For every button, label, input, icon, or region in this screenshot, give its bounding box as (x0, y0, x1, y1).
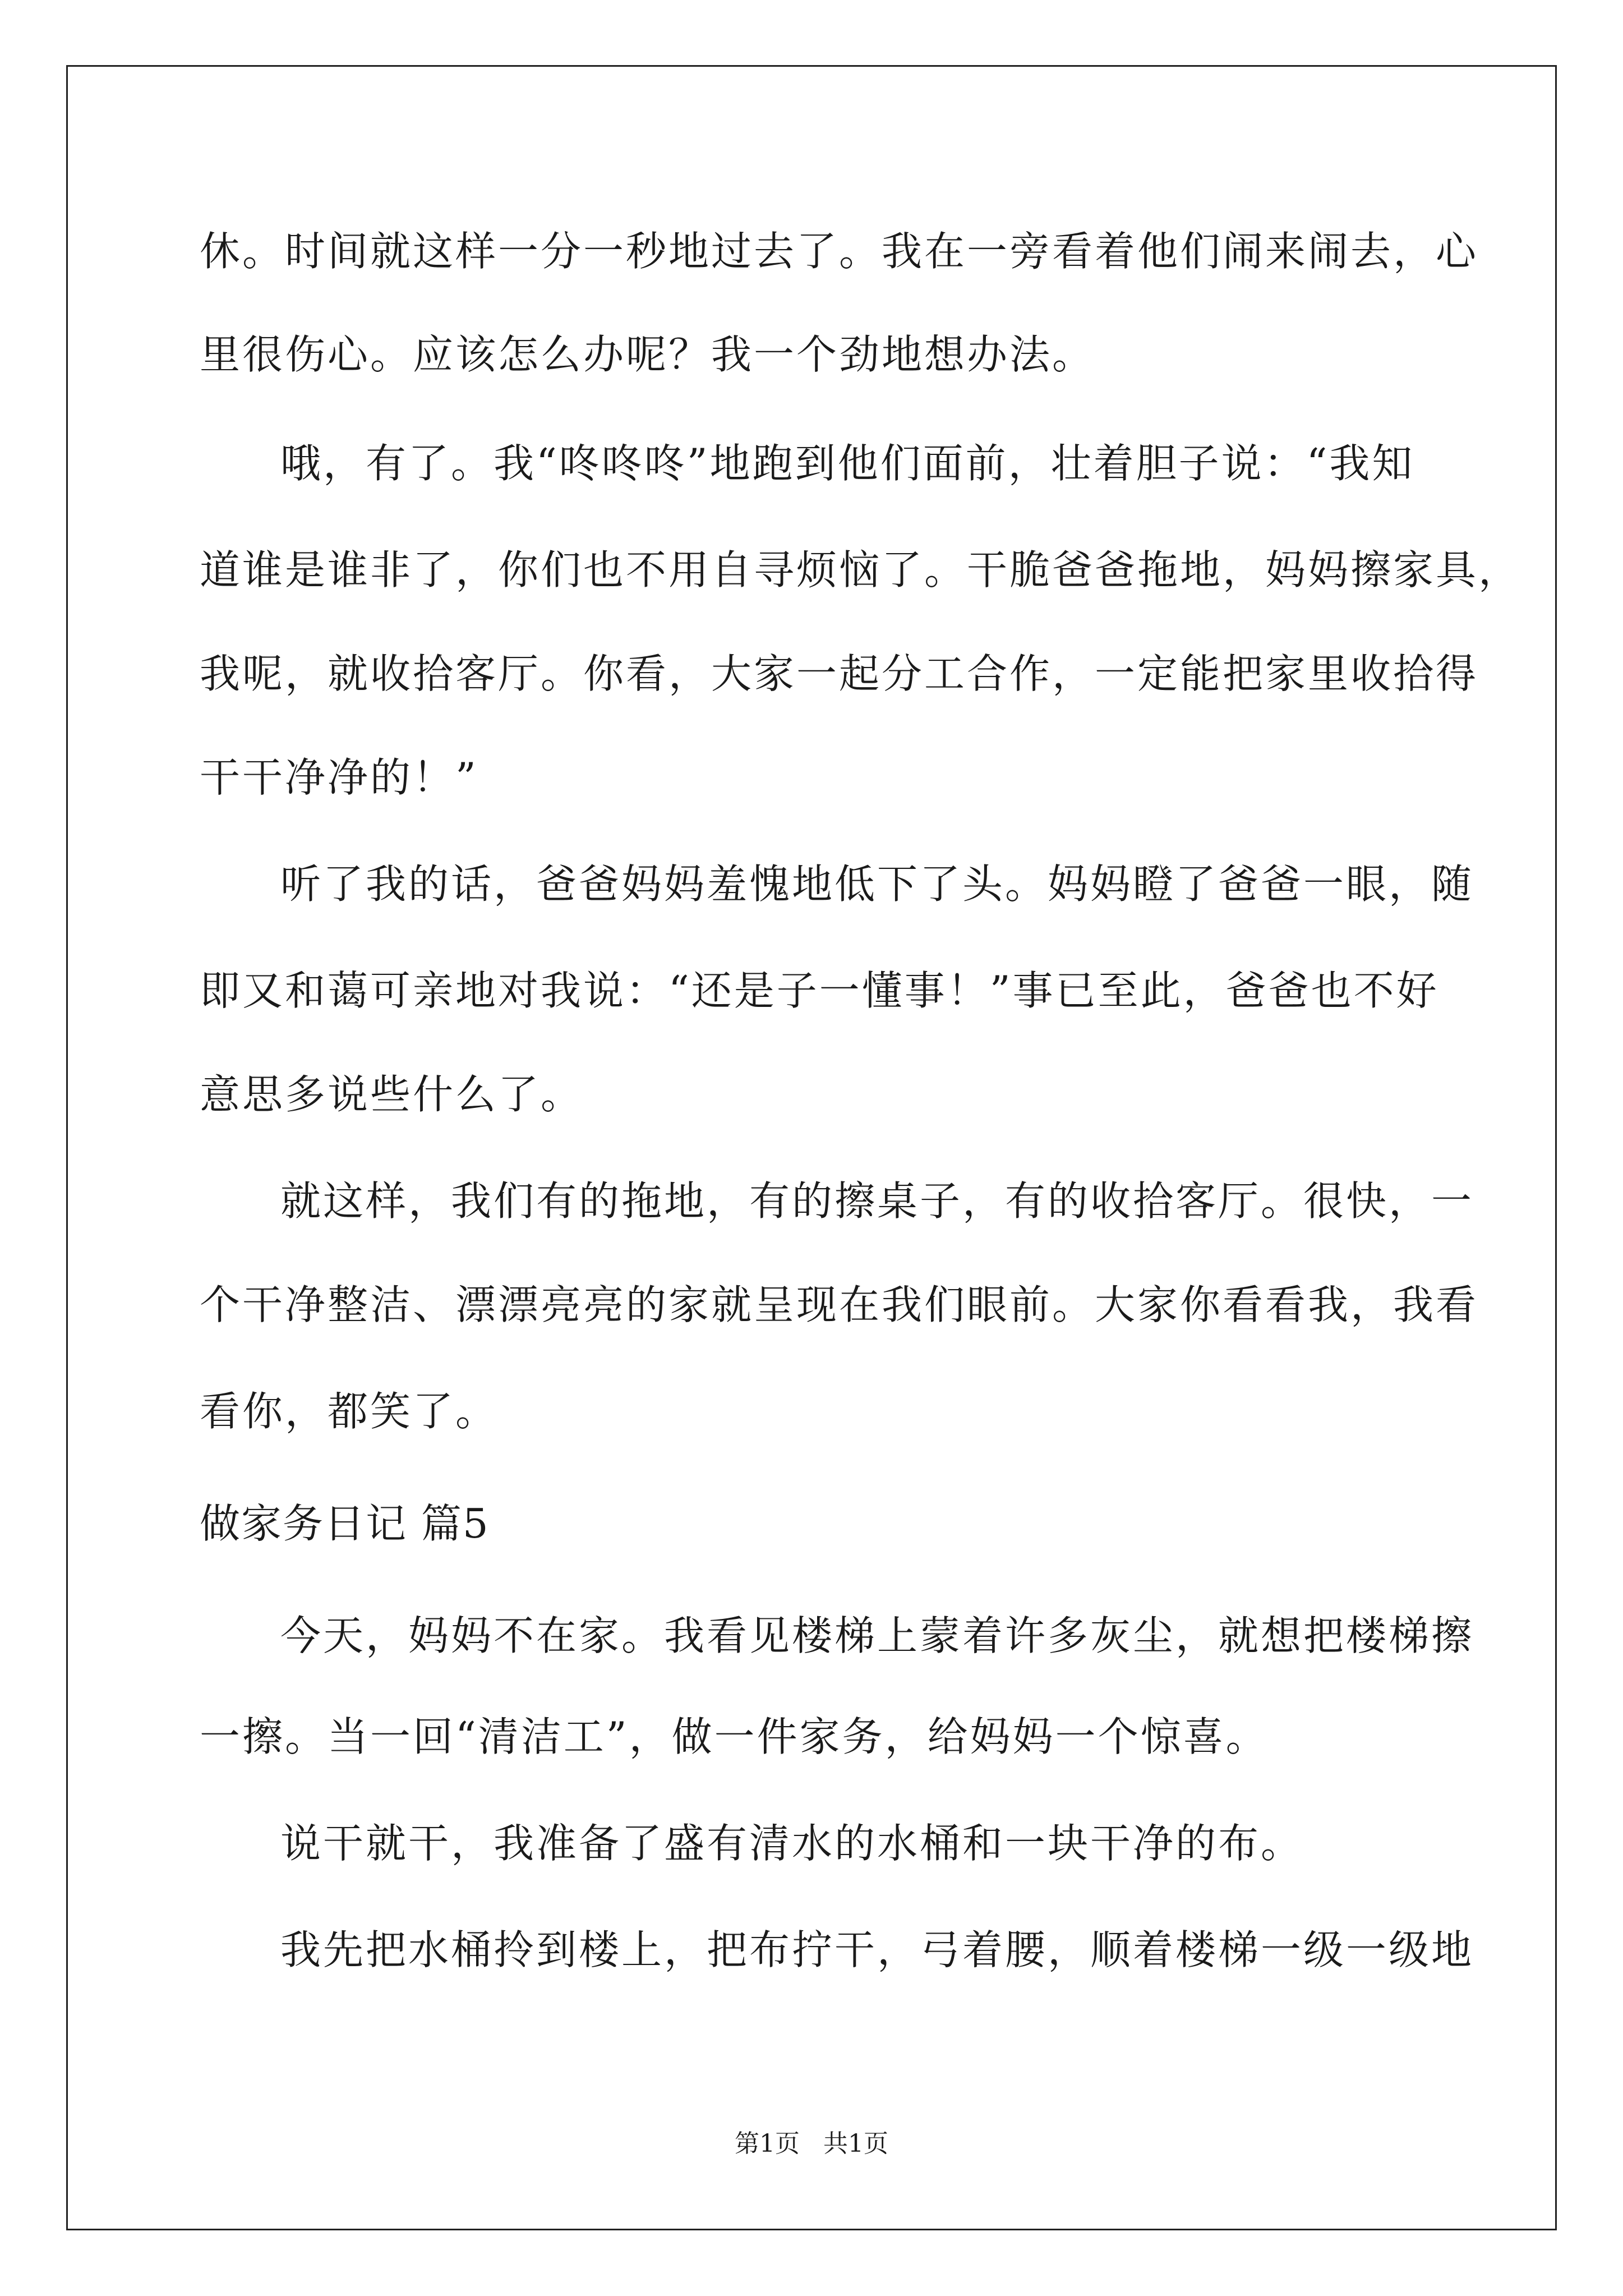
paragraph-start-line: 哦，有了。我“咚咚咚”地跑到他们面前，壮着胆子说：“我知 (280, 440, 1415, 487)
text-line: 干干净净的！” (200, 754, 478, 801)
text-line: 即又和蔼可亲地对我说：“还是子一懂事！”事已至此，爸爸也不好 (200, 967, 1439, 1014)
text-line: 休。时间就这样一分一秒地过去了。我在一旁看着他们闹来闹去，心 (200, 228, 1479, 275)
text-line: 我呢，就收拾客厅。你看，大家一起分工合作，一定能把家里收拾得 (200, 650, 1479, 697)
text-line: 里很伤心。应该怎么办呢？我一个劲地想办法。 (200, 331, 1095, 378)
page-total: 共1页 (823, 2129, 888, 2158)
paragraph-start-line: 今天，妈妈不在家。我看见楼梯上蒙着许多灰尘，就想把楼梯擦 (280, 1612, 1474, 1659)
text-line: 一擦。当一回“清洁工”，做一件家务，给妈妈一个惊喜。 (200, 1713, 1269, 1760)
page-footer (0, 2129, 1623, 2158)
section-heading: 做家务日记 篇5 (200, 1500, 490, 1547)
paragraph-start-line: 听了我的话，爸爸妈妈羞愧地低下了头。妈妈瞪了爸爸一眼，随 (280, 861, 1474, 908)
text-line: 看你，都笑了。 (200, 1388, 499, 1435)
paragraph-start-line: 说干就干，我准备了盛有清水的水桶和一块干净的布。 (280, 1820, 1304, 1867)
paragraph-start-line: 我先把水桶拎到楼上，把布拧干，弓着腰，顺着楼梯一级一级地 (280, 1926, 1474, 1973)
paragraph-start-line: 就这样，我们有的拖地，有的擦桌子，有的收拾客厅。很快，一 (280, 1177, 1474, 1225)
page-border (66, 65, 1557, 2230)
text-line: 个干净整洁、漂漂亮亮的家就呈现在我们眼前。大家你看看我，我看 (200, 1281, 1479, 1328)
text-line: 意思多说些什么了。 (200, 1071, 584, 1118)
text-line: 道谁是谁非了，你们也不用自寻烦恼了。干脆爸爸拖地，妈妈擦家具， (200, 546, 1521, 593)
page-number: 第1页 (735, 2129, 800, 2158)
